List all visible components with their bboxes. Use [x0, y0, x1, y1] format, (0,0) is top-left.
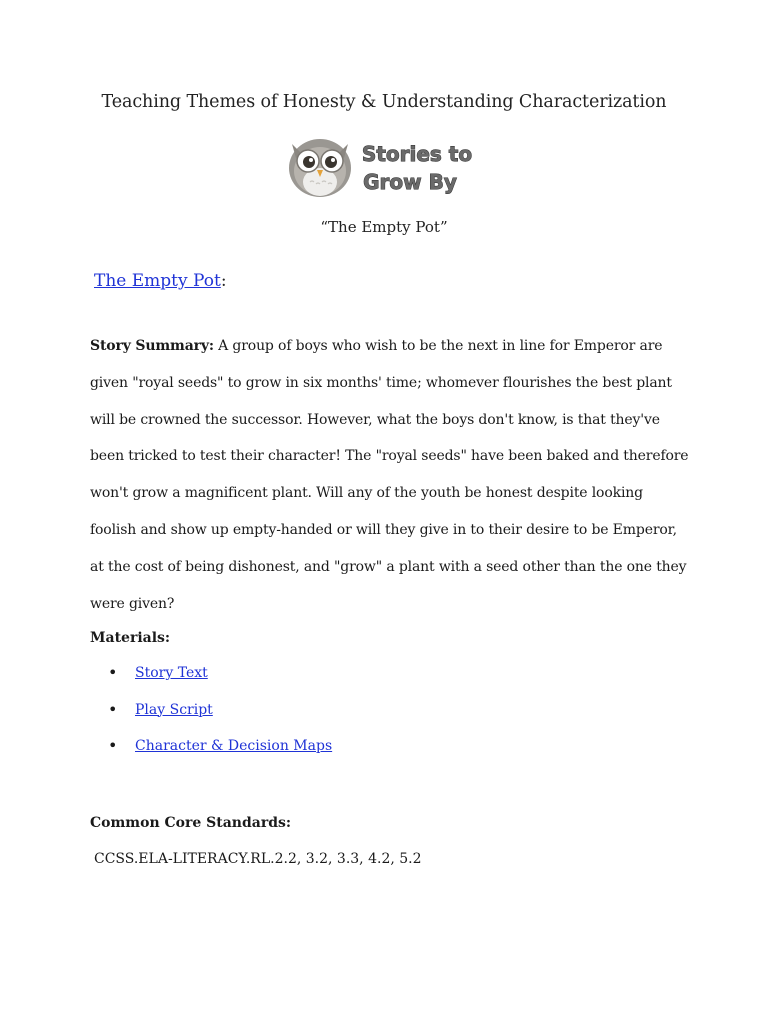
summary-text: A group of boys who wish to be the next in line for Emperor are given "royal seeds" to grow in six months' time; whomever flourishes the best plant will be crowned the successor. However, what the boys don't know, is that they've been tricked to test their character! The "royal seeds" have been baked and therefore won't grow a magnificent plant. Will any of the youth be honest despite looking foolish and show up empty-handed or will they give in to their desire to be Emperor, at the cost of being dishonest, and "grow" a plant with a seed other than the one they were given? [90, 338, 689, 612]
bullet-icon: • [108, 736, 118, 755]
owl-logo-icon [289, 139, 351, 197]
story-subtitle: “The Empty Pot” [320, 218, 448, 236]
document-title: Teaching Themes of Honesty & Understanding Characterization [101, 92, 667, 112]
bullet-icon: • [108, 663, 118, 682]
heading-colon: : [220, 271, 227, 291]
story-text-link[interactable]: Story Text [135, 665, 208, 681]
empty-pot-link[interactable]: The Empty Pot [94, 271, 221, 291]
character-decision-maps-link[interactable]: Character & Decision Maps [135, 738, 333, 754]
summary-label: Story Summary: [90, 338, 214, 354]
stories-to-grow-by-logo [284, 134, 484, 200]
play-script-link[interactable]: Play Script [135, 701, 213, 718]
logo-text-line-2: Grow By [363, 170, 457, 194]
bullet-icon: • [108, 699, 118, 719]
standards-label: Common Core Standards: [90, 815, 292, 831]
section-heading [94, 271, 227, 291]
materials-label: Materials: [90, 630, 171, 646]
story-summary [90, 328, 690, 622]
logo-text-line-1: Stories to [361, 142, 473, 166]
standards-text: CCSS.ELA-LITERACY.RL.2.2, 3.2, 3.3, 4.2, 5.2 [94, 851, 422, 867]
